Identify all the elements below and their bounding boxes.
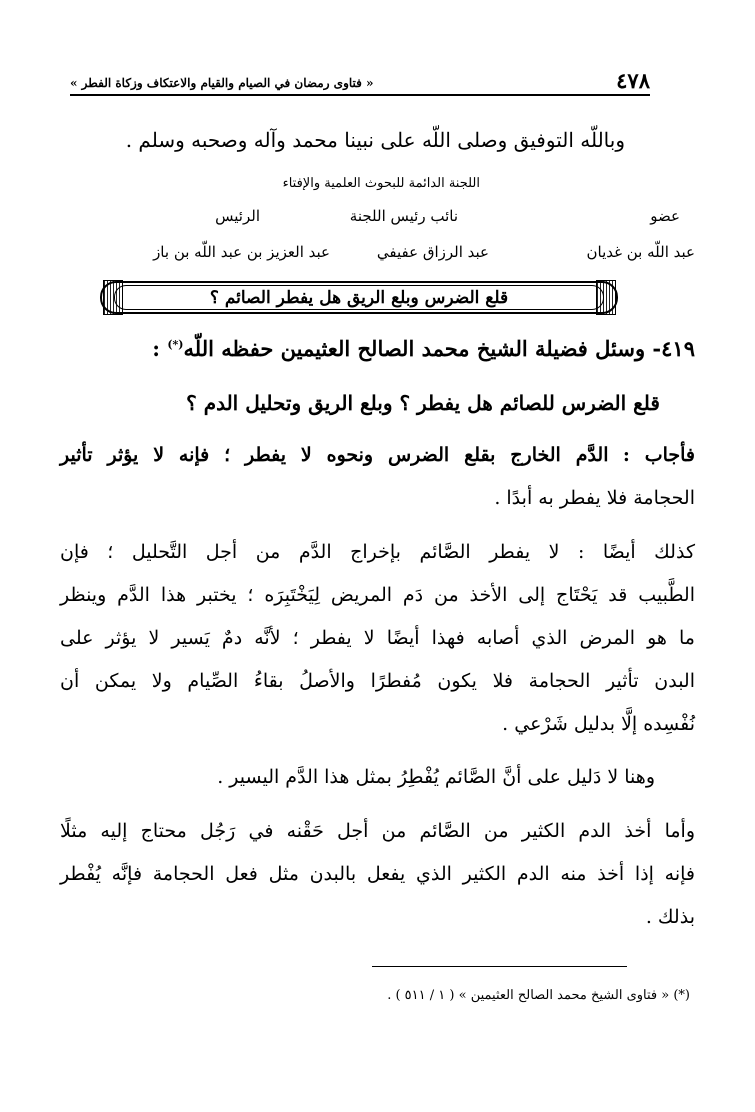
banner-title: قلع الضرس وبلع الريق هل يفطر الصائم ؟ bbox=[209, 287, 509, 308]
answer-line: فإنه إذا أخذ منه الدم الكثير الذي يفعل بالبدن مثل فعل الحجامة فإنَّه يُفْطر bbox=[60, 863, 695, 885]
question-heading-text: ٤١٩- وسئل فضيلة الشيخ محمد الصالح العثيمين حفظه اللّه bbox=[183, 336, 695, 361]
signatory-name: عبد اللّه بن غديان bbox=[586, 243, 695, 261]
answer-line: كذلك أيضًا : لا يفطر الصَّائم بإخراج الدَّم من أجل التَّحليل ؛ فإن bbox=[60, 541, 695, 563]
answer-line: وهنا لا دَليل على أنَّ الصَّائم يُفْطِرُ بمثل هذا الدَّم اليسير . bbox=[217, 766, 655, 788]
footnote-divider bbox=[372, 966, 627, 967]
question-heading bbox=[152, 336, 695, 361]
footnote-marker: (*) bbox=[167, 338, 184, 351]
signatory-title: نائب رئيس اللجنة bbox=[349, 207, 458, 225]
answer-line bbox=[60, 444, 695, 466]
answer-line: الحجامة فلا يفطر به أبدًا . bbox=[494, 487, 695, 509]
page-number: ٤٧٨ bbox=[616, 68, 650, 93]
signatory-title: عضو bbox=[650, 207, 680, 225]
answer-label: فأجاب : bbox=[622, 444, 696, 466]
page-header bbox=[70, 68, 650, 96]
running-title: « فتاوى رمضان في الصيام والقيام والاعتكاف وزكاة الفطر » bbox=[70, 76, 374, 90]
section-banner bbox=[100, 281, 618, 314]
answer-line: نُفْسِده إلَّا بدليل شَرْعي . bbox=[502, 713, 695, 735]
banner-inner-frame bbox=[114, 285, 604, 310]
answer-line: بذلك . bbox=[645, 906, 695, 928]
question-colon: : bbox=[152, 336, 161, 361]
answer-line: الطَّبيب قد يَحْتَاج إلى الأخذ من دَم المريض لِيَخْتَبِرَه ؛ يختبر هذا الدَّم وينظر bbox=[60, 584, 695, 606]
signatory-name: عبد العزيز بن عبد اللّه بن باز bbox=[153, 243, 330, 261]
answer-line: ما هو المرض الذي أصابه فهذا أيضًا لا يفطر ؛ لأنَّه دمٌ يَسير لا يؤثر على bbox=[60, 627, 695, 649]
question-text: قلع الضرس للصائم هل يفطر ؟ وبلع الريق وتحليل الدم ؟ bbox=[186, 391, 660, 415]
answer-line: البدن تأثير الحجامة فلا يكون مُفطرًا والأصلُ بقاءُ الصِّيام ولا يمكن أن bbox=[60, 670, 695, 692]
answer-text: الدَّم الخارج بقلع الضرس ونحوه لا يفطر ؛ فإنه لا يؤثر تأثير bbox=[60, 444, 609, 466]
committee-name: اللجنة الدائمة للبحوث العلمية والإفتاء bbox=[282, 176, 480, 191]
signatory-name: عبد الرزاق عفيفي bbox=[376, 243, 489, 261]
answer-line: وأما أخذ الدم الكثير من الصَّائم من أجل حَقْنه في رَجُل محتاج إليه مثلًا bbox=[60, 820, 695, 842]
closing-line: وباللّه التوفيق وصلى اللّه على نبينا محمد وآله وصحبه وسلم . bbox=[125, 128, 625, 152]
signatory-title: الرئيس bbox=[215, 207, 260, 225]
footnote: (*) « فتاوى الشيخ محمد الصالح العثيمين » ( ١ / ٥١١ ) . bbox=[387, 988, 690, 1003]
